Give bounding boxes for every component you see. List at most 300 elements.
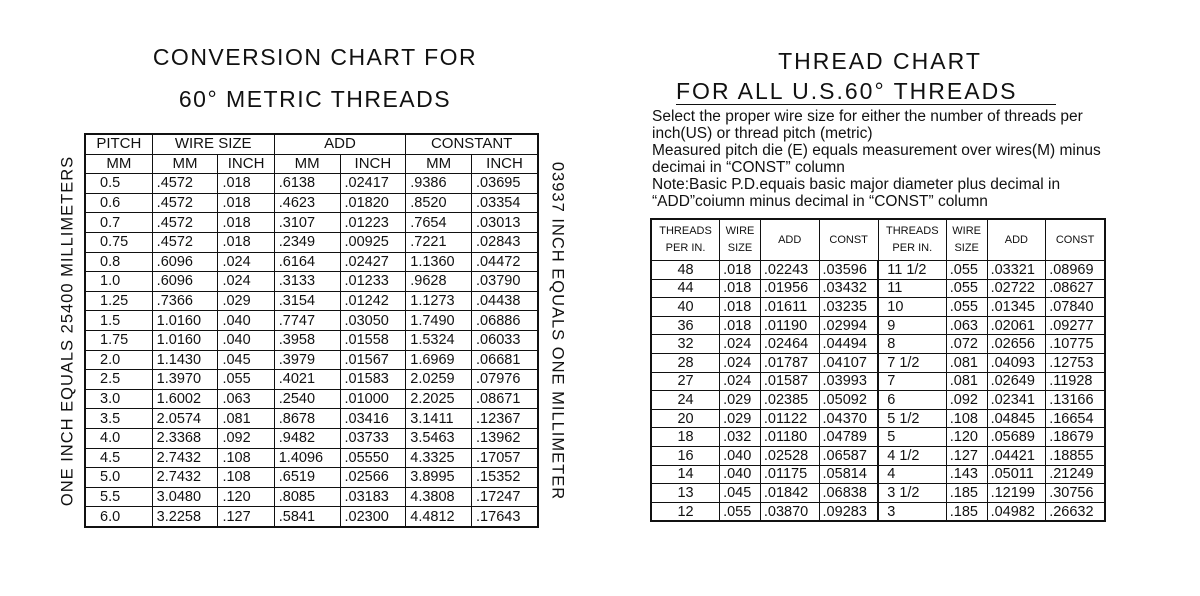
cell-const-2: .08969	[1046, 261, 1105, 280]
cell-wire-inch: .018	[218, 174, 274, 194]
header-constant-mm: MM	[406, 154, 472, 174]
cell-add-2: .04982	[987, 502, 1046, 521]
cell-add-inch: .03416	[340, 409, 406, 429]
cell-add: .02243	[760, 261, 819, 280]
cell-threads-per-in-2: 8	[878, 335, 946, 354]
table-row	[651, 391, 1105, 410]
cell-add-inch: .01242	[340, 291, 406, 311]
cell-add-2: .04421	[987, 446, 1046, 465]
cell-wire-size-2: .127	[946, 446, 987, 465]
cell-wire-mm: .6096	[152, 252, 218, 272]
table-row	[85, 232, 538, 252]
cell-pitch: 0.8	[85, 252, 152, 272]
cell-threads-per-in: 18	[651, 428, 720, 447]
cell-const-inch: .02843	[472, 232, 538, 252]
cell-wire-size-2: .055	[946, 279, 987, 298]
cell-add-2: .03321	[987, 261, 1046, 280]
cell-add-mm: .4021	[274, 370, 340, 390]
cell-wire-inch: .018	[218, 193, 274, 213]
cell-const-2: .21249	[1046, 465, 1105, 484]
table-row	[651, 502, 1105, 521]
cell-const: .03235	[819, 298, 878, 317]
cell-wire-size-2: .081	[946, 353, 987, 372]
header-add-inch: INCH	[340, 154, 406, 174]
cell-add-inch: .00925	[340, 232, 406, 252]
cell-add-2: .02341	[987, 391, 1046, 410]
cell-wire-mm: .4572	[152, 193, 218, 213]
cell-wire-size: .018	[720, 298, 761, 317]
cell-add-mm: .6519	[274, 468, 340, 488]
table-row	[85, 507, 538, 527]
cell-pitch: 6.0	[85, 507, 152, 527]
cell-threads-per-in: 36	[651, 316, 720, 335]
cell-const-inch: .03695	[472, 174, 538, 194]
cell-add-2: .02649	[987, 372, 1046, 391]
cell-threads-per-in: 13	[651, 484, 720, 503]
cell-add: .01122	[760, 409, 819, 428]
cell-wire-mm: 1.0160	[152, 330, 218, 350]
cell-pitch: 0.6	[85, 193, 152, 213]
cell-wire-size-2: .081	[946, 372, 987, 391]
cell-wire-mm: .4572	[152, 213, 218, 233]
cell-add: .01842	[760, 484, 819, 503]
cell-wire-size-2: .185	[946, 484, 987, 503]
header-threads-per-in-2: THREADS PER IN.	[878, 219, 946, 261]
cell-const: .04494	[819, 335, 878, 354]
table-row	[85, 272, 538, 292]
cell-wire-size-2: .120	[946, 428, 987, 447]
cell-threads-per-in-2: 3 1/2	[878, 484, 946, 503]
thread-chart-instructions	[652, 108, 1122, 210]
table-row	[85, 213, 538, 233]
cell-pitch: 5.5	[85, 487, 152, 507]
side-label-left: ONE INCH EQUALS 25400 MILLIMETERS	[58, 155, 77, 507]
header-wire-size-2: WIRE SIZE	[946, 219, 987, 261]
cell-pitch: 5.0	[85, 468, 152, 488]
cell-wire-inch: .120	[218, 487, 274, 507]
cell-add-inch: .03050	[340, 311, 406, 331]
cell-wire-size: .024	[720, 335, 761, 354]
table-row	[85, 487, 538, 507]
cell-wire-size-2: .055	[946, 298, 987, 317]
cell-const: .04789	[819, 428, 878, 447]
cell-threads-per-in-2: 6	[878, 391, 946, 410]
cell-add-mm: .5841	[274, 507, 340, 527]
header-pitch-unit: MM	[85, 154, 152, 174]
cell-pitch: 2.5	[85, 370, 152, 390]
instruction-text: Measured pitch die (E) equals measurement over wires(M) minus decimai in “CONST” column	[652, 142, 1101, 176]
cell-wire-size: .018	[720, 279, 761, 298]
cell-const-inch: .03354	[472, 193, 538, 213]
cell-wire-mm: 2.7432	[152, 468, 218, 488]
header-pitch: PITCH	[85, 134, 152, 154]
cell-add: .01190	[760, 316, 819, 335]
cell-const: .09283	[819, 502, 878, 521]
cell-add-2: .04845	[987, 409, 1046, 428]
cell-wire-mm: .7366	[152, 291, 218, 311]
cell-wire-inch: .108	[218, 448, 274, 468]
metric-conversion-table	[84, 133, 539, 528]
cell-wire-size: .032	[720, 428, 761, 447]
cell-add-mm: .3154	[274, 291, 340, 311]
cell-pitch: 1.25	[85, 291, 152, 311]
cell-wire-size: .018	[720, 261, 761, 280]
cell-add: .01175	[760, 465, 819, 484]
cell-wire-mm: 1.3970	[152, 370, 218, 390]
cell-pitch: 1.0	[85, 272, 152, 292]
table-row	[85, 428, 538, 448]
cell-add-inch: .02300	[340, 507, 406, 527]
cell-wire-size: .024	[720, 372, 761, 391]
cell-const-inch: .13962	[472, 428, 538, 448]
cell-pitch: 2.0	[85, 350, 152, 370]
cell-wire-mm: 3.0480	[152, 487, 218, 507]
cell-const-mm: 1.7490	[406, 311, 472, 331]
table-row	[651, 298, 1105, 317]
thread-chart-title-line2: FOR ALL U.S.60° THREADS	[676, 78, 1056, 105]
cell-threads-per-in-2: 4 1/2	[878, 446, 946, 465]
cell-const-mm: 4.4812	[406, 507, 472, 527]
header-threads-per-in: THREADS PER IN.	[651, 219, 720, 261]
cell-add-mm: .3133	[274, 272, 340, 292]
table-row	[85, 330, 538, 350]
cell-threads-per-in: 48	[651, 261, 720, 280]
cell-pitch: 0.7	[85, 213, 152, 233]
cell-threads-per-in: 20	[651, 409, 720, 428]
cell-const-2: .07840	[1046, 298, 1105, 317]
metric-table-body	[85, 174, 538, 527]
cell-wire-mm: .6096	[152, 272, 218, 292]
cell-threads-per-in-2: 5	[878, 428, 946, 447]
cell-const-2: .10775	[1046, 335, 1105, 354]
cell-threads-per-in: 40	[651, 298, 720, 317]
header-add: ADD	[760, 219, 819, 261]
cell-add: .02528	[760, 446, 819, 465]
table-row	[85, 350, 538, 370]
cell-add-inch: .01000	[340, 389, 406, 409]
cell-add-2: .02722	[987, 279, 1046, 298]
cell-const-inch: .17247	[472, 487, 538, 507]
cell-const-2: .30756	[1046, 484, 1105, 503]
cell-wire-mm: 1.1430	[152, 350, 218, 370]
cell-wire-inch: .063	[218, 389, 274, 409]
cell-add-inch: .02417	[340, 174, 406, 194]
cell-wire-mm: .4572	[152, 232, 218, 252]
cell-const-mm: .7221	[406, 232, 472, 252]
cell-wire-size-2: .055	[946, 261, 987, 280]
header-constant-inch: INCH	[472, 154, 538, 174]
cell-const-inch: .12367	[472, 409, 538, 429]
cell-add-mm: .4623	[274, 193, 340, 213]
cell-const-mm: 3.1411	[406, 409, 472, 429]
cell-const-mm: 1.1360	[406, 252, 472, 272]
cell-threads-per-in: 32	[651, 335, 720, 354]
cell-const-2: .18855	[1046, 446, 1105, 465]
cell-const-2: .12753	[1046, 353, 1105, 372]
cell-add: .01956	[760, 279, 819, 298]
cell-threads-per-in-2: 7	[878, 372, 946, 391]
cell-const-inch: .06886	[472, 311, 538, 331]
cell-wire-size: .040	[720, 446, 761, 465]
cell-add-mm: .2540	[274, 389, 340, 409]
cell-add-mm: .3958	[274, 330, 340, 350]
table-row	[651, 428, 1105, 447]
cell-wire-size: .024	[720, 353, 761, 372]
cell-pitch: 0.75	[85, 232, 152, 252]
side-label-right: 03937 INCH EQUALS ONE MILLIMETER	[548, 161, 567, 501]
cell-const-mm: 1.5324	[406, 330, 472, 350]
table-row	[651, 465, 1105, 484]
cell-threads-per-in-2: 9	[878, 316, 946, 335]
cell-add-mm: .9482	[274, 428, 340, 448]
cell-wire-size: .029	[720, 409, 761, 428]
cell-const-mm: 2.2025	[406, 389, 472, 409]
cell-add-mm: .2349	[274, 232, 340, 252]
cell-const-2: .26632	[1046, 502, 1105, 521]
cell-add-mm: .8678	[274, 409, 340, 429]
table-row	[651, 446, 1105, 465]
cell-wire-inch: .018	[218, 213, 274, 233]
cell-const-mm: .8520	[406, 193, 472, 213]
cell-wire-size: .018	[720, 316, 761, 335]
cell-add-inch: .01558	[340, 330, 406, 350]
table-row	[85, 448, 538, 468]
cell-add-2: .05689	[987, 428, 1046, 447]
cell-const-mm: .9628	[406, 272, 472, 292]
header-add-mm: MM	[274, 154, 340, 174]
header-add: ADD	[274, 134, 406, 154]
cell-wire-size-2: .185	[946, 502, 987, 521]
table-row	[85, 291, 538, 311]
cell-add-2: .12199	[987, 484, 1046, 503]
cell-add-inch: .02566	[340, 468, 406, 488]
cell-threads-per-in-2: 4	[878, 465, 946, 484]
cell-wire-size-2: .143	[946, 465, 987, 484]
table-row	[85, 174, 538, 194]
cell-wire-inch: .045	[218, 350, 274, 370]
cell-wire-size-2: .072	[946, 335, 987, 354]
table-row	[651, 484, 1105, 503]
instruction-text: Select the proper wire size for either the number of threads per inch(US) or thread pitch (metric)	[652, 108, 1083, 142]
header-wire-size: WIRE SIZE	[720, 219, 761, 261]
thread-table-body	[651, 261, 1105, 522]
cell-wire-size: .029	[720, 391, 761, 410]
table-row	[85, 468, 538, 488]
cell-const-mm: 1.6969	[406, 350, 472, 370]
cell-wire-inch: .127	[218, 507, 274, 527]
cell-const: .04370	[819, 409, 878, 428]
table-row	[651, 372, 1105, 391]
table-row	[651, 409, 1105, 428]
cell-add-inch: .01583	[340, 370, 406, 390]
cell-const-mm: 3.5463	[406, 428, 472, 448]
cell-add-2: .02656	[987, 335, 1046, 354]
cell-add-2: .02061	[987, 316, 1046, 335]
cell-pitch: 1.5	[85, 311, 152, 331]
cell-const: .04107	[819, 353, 878, 372]
cell-add: .02385	[760, 391, 819, 410]
table-row	[85, 370, 538, 390]
cell-wire-mm: 2.0574	[152, 409, 218, 429]
cell-add-inch: .03733	[340, 428, 406, 448]
cell-threads-per-in-2: 5 1/2	[878, 409, 946, 428]
cell-add-mm: .3979	[274, 350, 340, 370]
cell-threads-per-in-2: 7 1/2	[878, 353, 946, 372]
cell-add-mm: .7747	[274, 311, 340, 331]
table-row	[85, 409, 538, 429]
table-row	[651, 279, 1105, 298]
cell-pitch: 3.5	[85, 409, 152, 429]
cell-const-inch: .17057	[472, 448, 538, 468]
cell-threads-per-in-2: 10	[878, 298, 946, 317]
cell-wire-inch: .092	[218, 428, 274, 448]
cell-threads-per-in: 12	[651, 502, 720, 521]
cell-threads-per-in: 14	[651, 465, 720, 484]
cell-wire-size: .055	[720, 502, 761, 521]
cell-add-inch: .01820	[340, 193, 406, 213]
cell-threads-per-in-2: 3	[878, 502, 946, 521]
cell-wire-size-2: .092	[946, 391, 987, 410]
cell-add-2: .01345	[987, 298, 1046, 317]
cell-const: .03596	[819, 261, 878, 280]
cell-add-inch: .01567	[340, 350, 406, 370]
cell-threads-per-in: 27	[651, 372, 720, 391]
cell-threads-per-in: 28	[651, 353, 720, 372]
cell-wire-inch: .040	[218, 330, 274, 350]
cell-add-mm: .6164	[274, 252, 340, 272]
table-row	[651, 353, 1105, 372]
cell-const-inch: .06681	[472, 350, 538, 370]
cell-const-2: .08627	[1046, 279, 1105, 298]
cell-const-inch: .04438	[472, 291, 538, 311]
cell-threads-per-in: 16	[651, 446, 720, 465]
header-constant: CONSTANT	[406, 134, 538, 154]
cell-pitch: 1.75	[85, 330, 152, 350]
cell-const-inch: .15352	[472, 468, 538, 488]
cell-add: .02464	[760, 335, 819, 354]
table-row	[85, 389, 538, 409]
cell-const-inch: .04472	[472, 252, 538, 272]
cell-const-mm: 2.0259	[406, 370, 472, 390]
cell-add-mm: .3107	[274, 213, 340, 233]
cell-const-mm: 1.1273	[406, 291, 472, 311]
cell-const-inch: .06033	[472, 330, 538, 350]
cell-add-inch: .02427	[340, 252, 406, 272]
table-row	[85, 193, 538, 213]
cell-wire-inch: .081	[218, 409, 274, 429]
header-wire-size: WIRE SIZE	[152, 134, 274, 154]
header-wire-mm: MM	[152, 154, 218, 174]
cell-add-inch: .03183	[340, 487, 406, 507]
cell-const-mm: 4.3808	[406, 487, 472, 507]
cell-const-inch: .07976	[472, 370, 538, 390]
cell-wire-mm: 1.0160	[152, 311, 218, 331]
cell-add-mm: .6138	[274, 174, 340, 194]
cell-wire-inch: .018	[218, 232, 274, 252]
cell-const-2: .13166	[1046, 391, 1105, 410]
cell-add-mm: 1.4096	[274, 448, 340, 468]
cell-const-inch: .03790	[472, 272, 538, 292]
thread-chart-title-line1: THREAD CHART	[778, 48, 982, 74]
cell-add: .01787	[760, 353, 819, 372]
cell-wire-mm: 2.7432	[152, 448, 218, 468]
cell-threads-per-in-2: 11 1/2	[878, 261, 946, 280]
table-row	[651, 316, 1105, 335]
cell-wire-inch: .108	[218, 468, 274, 488]
cell-add: .01180	[760, 428, 819, 447]
cell-const-inch: .08671	[472, 389, 538, 409]
cell-pitch: 0.5	[85, 174, 152, 194]
cell-const: .03993	[819, 372, 878, 391]
table-row	[85, 311, 538, 331]
cell-add-inch: .01233	[340, 272, 406, 292]
metric-chart-title-line2: 60° METRIC THREADS	[178, 86, 452, 112]
cell-wire-mm: .4572	[152, 174, 218, 194]
metric-chart-title-line1: CONVERSION CHART FOR	[152, 44, 478, 70]
cell-const-2: .16654	[1046, 409, 1105, 428]
header-add-2: ADD	[987, 219, 1046, 261]
cell-wire-inch: .055	[218, 370, 274, 390]
cell-const: .06587	[819, 446, 878, 465]
instruction-text: Note:Basic P.D.equais basic major diameter plus decimal in “ADD”coiumn minus decimal in “CONST” column	[652, 176, 1061, 210]
cell-const: .06838	[819, 484, 878, 503]
cell-add: .01587	[760, 372, 819, 391]
cell-pitch: 4.5	[85, 448, 152, 468]
cell-const-mm: .7654	[406, 213, 472, 233]
cell-threads-per-in: 24	[651, 391, 720, 410]
us-thread-table	[650, 218, 1106, 522]
cell-const-mm: .9386	[406, 174, 472, 194]
cell-const-2: .18679	[1046, 428, 1105, 447]
cell-const-mm: 3.8995	[406, 468, 472, 488]
cell-wire-size-2: .108	[946, 409, 987, 428]
cell-add-2: .04093	[987, 353, 1046, 372]
cell-wire-inch: .040	[218, 311, 274, 331]
cell-wire-mm: 3.2258	[152, 507, 218, 527]
cell-add-mm: .8085	[274, 487, 340, 507]
cell-threads-per-in: 44	[651, 279, 720, 298]
cell-add: .01611	[760, 298, 819, 317]
cell-add: .03870	[760, 502, 819, 521]
cell-pitch: 3.0	[85, 389, 152, 409]
cell-const: .03432	[819, 279, 878, 298]
cell-threads-per-in-2: 11	[878, 279, 946, 298]
cell-const-inch: .03013	[472, 213, 538, 233]
cell-pitch: 4.0	[85, 428, 152, 448]
cell-add-inch: .01223	[340, 213, 406, 233]
cell-wire-inch: .024	[218, 252, 274, 272]
table-row	[85, 252, 538, 272]
header-const: CONST	[819, 219, 878, 261]
cell-wire-mm: 1.6002	[152, 389, 218, 409]
header-const-2: CONST	[1046, 219, 1105, 261]
table-row	[651, 335, 1105, 354]
cell-add-inch: .05550	[340, 448, 406, 468]
cell-const-2: .11928	[1046, 372, 1105, 391]
cell-wire-inch: .024	[218, 272, 274, 292]
cell-const-2: .09277	[1046, 316, 1105, 335]
cell-wire-size-2: .063	[946, 316, 987, 335]
cell-const-mm: 4.3325	[406, 448, 472, 468]
cell-wire-inch: .029	[218, 291, 274, 311]
cell-const-inch: .17643	[472, 507, 538, 527]
cell-add-2: .05011	[987, 465, 1046, 484]
table-row	[651, 261, 1105, 280]
cell-wire-size: .045	[720, 484, 761, 503]
header-wire-inch: INCH	[218, 154, 274, 174]
cell-wire-size: .040	[720, 465, 761, 484]
cell-wire-mm: 2.3368	[152, 428, 218, 448]
